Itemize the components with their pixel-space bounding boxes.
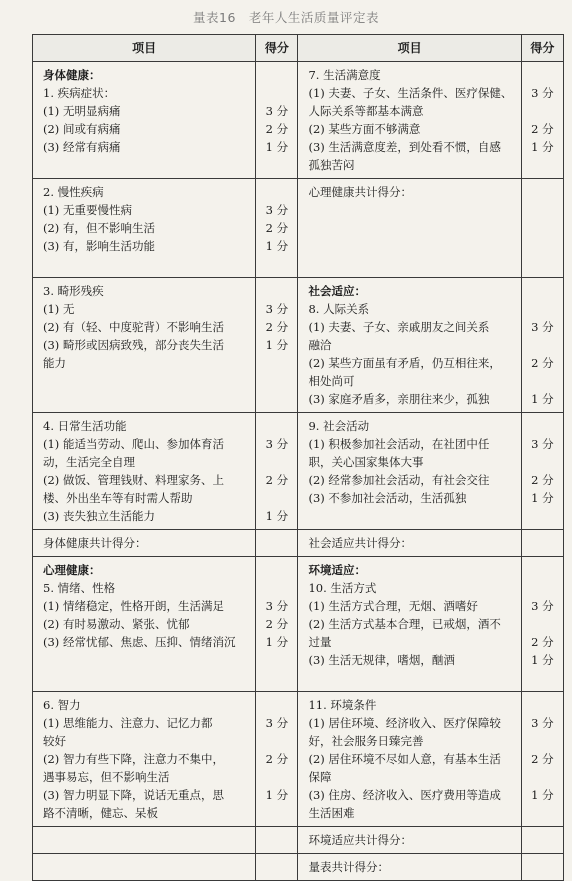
item-line: 心理健康共计得分： bbox=[308, 185, 412, 199]
item-line: 7. 生活满意度 bbox=[308, 68, 381, 82]
table-title: 量表16 老年人生活质量评定表 bbox=[193, 10, 379, 25]
score-cell-right bbox=[521, 62, 563, 179]
score-value: 1 分 bbox=[531, 653, 554, 667]
item-line: (1) 居住环境、经济收入、医疗保障较 bbox=[308, 716, 501, 730]
score-value: 1 分 bbox=[265, 635, 289, 649]
item-line: (3) 家庭矛盾多，亲朋往来少，孤独 bbox=[308, 392, 490, 406]
score-value bbox=[522, 732, 563, 750]
blank-line bbox=[308, 237, 514, 255]
item-line: (1) 生活方式合理，无烟、酒嗜好 bbox=[308, 599, 478, 613]
score-value: 2 分 bbox=[265, 320, 289, 334]
table-row bbox=[33, 413, 564, 530]
item-line: (2) 经常参加社会活动，有社会交往 bbox=[308, 473, 490, 487]
item-line: 路不清晰，健忘、呆板 bbox=[43, 806, 158, 820]
score-value: 2 分 bbox=[265, 473, 289, 487]
score-value: 1 分 bbox=[531, 788, 554, 802]
score-value bbox=[256, 282, 297, 300]
score-value: 3 分 bbox=[531, 599, 554, 613]
item-line: 保障 bbox=[308, 770, 332, 784]
header-score-left: 得分 bbox=[256, 35, 298, 62]
item-line: 身体健康共计得分： bbox=[43, 536, 147, 550]
item-line: 心理健康： bbox=[43, 563, 101, 577]
score-cell-left bbox=[256, 179, 298, 278]
score-value bbox=[522, 417, 563, 435]
score-value: 2 分 bbox=[531, 752, 554, 766]
score-value bbox=[522, 615, 563, 633]
item-line: (1) 夫妻、子女、亲戚朋友之间关系 bbox=[308, 320, 490, 334]
item-line: (2) 有（轻、中度驼背）不影响生活 bbox=[43, 320, 224, 334]
score-value: 3 分 bbox=[265, 302, 289, 316]
score-cell-right bbox=[521, 557, 563, 692]
item-line: 相处尚可 bbox=[308, 374, 355, 388]
header-item-left: 项目 bbox=[33, 35, 256, 62]
blank-line bbox=[43, 372, 249, 390]
item-line: (3) 生活满意度差，到处看不惯，自感 bbox=[308, 140, 501, 154]
score-value: 2 分 bbox=[265, 221, 289, 235]
item-line: 人际关系等都基本满意 bbox=[308, 104, 424, 118]
empty-cell bbox=[33, 854, 256, 881]
score-cell-left bbox=[256, 557, 298, 692]
score-value: 2 分 bbox=[531, 635, 554, 649]
score-cell-left bbox=[256, 530, 298, 557]
score-value: 3 分 bbox=[265, 437, 289, 451]
item-line: 9. 社会活动 bbox=[308, 419, 370, 433]
table-row bbox=[33, 854, 564, 881]
item-line: (1) 无明显病痛 bbox=[43, 104, 121, 118]
item-cell-left bbox=[33, 557, 256, 692]
table-row bbox=[33, 530, 564, 557]
blank-line bbox=[308, 201, 514, 219]
score-value bbox=[522, 66, 563, 84]
blank-line bbox=[43, 156, 249, 174]
table-row bbox=[33, 827, 564, 854]
score-value: 3 分 bbox=[265, 716, 289, 730]
empty-cell bbox=[33, 827, 256, 854]
item-line: (3) 畸形或因病致残，部分丧失生活 bbox=[43, 338, 224, 352]
item-line: (2) 有，但不影响生活 bbox=[43, 221, 155, 235]
item-line: 动，生活完全自理 bbox=[43, 455, 135, 469]
score-value: 1 分 bbox=[531, 140, 554, 154]
score-value: 3 分 bbox=[265, 599, 289, 613]
item-cell-left bbox=[33, 413, 256, 530]
item-line: (2) 有时易激动、紧张、忧郁 bbox=[43, 617, 190, 631]
score-value: 2 分 bbox=[531, 122, 554, 136]
score-value: 3 分 bbox=[531, 716, 554, 730]
score-value bbox=[522, 282, 563, 300]
item-cell-right bbox=[298, 413, 521, 530]
score-cell-right bbox=[521, 530, 563, 557]
score-value bbox=[256, 768, 297, 786]
item-cell-right bbox=[298, 557, 521, 692]
score-value: 1 分 bbox=[265, 140, 289, 154]
header-row bbox=[33, 35, 564, 62]
score-value: 3 分 bbox=[531, 437, 554, 451]
item-line: 1. 疾病症状： bbox=[43, 86, 116, 100]
item-cell-left bbox=[33, 179, 256, 278]
item-line: 8. 人际关系 bbox=[308, 302, 370, 316]
item-line: (2) 间或有病痛 bbox=[43, 122, 121, 136]
table-row bbox=[33, 278, 564, 413]
item-line: 孤独苦闷 bbox=[308, 158, 355, 172]
score-value: 1 分 bbox=[265, 788, 289, 802]
score-value: 2 分 bbox=[531, 473, 554, 487]
score-value bbox=[256, 489, 297, 507]
total-label: 量表共计得分： bbox=[308, 860, 389, 874]
item-line: 社会适应共计得分： bbox=[308, 536, 412, 550]
score-cell-right bbox=[521, 278, 563, 413]
score-value: 3 分 bbox=[265, 104, 289, 118]
item-line: 5. 情绪、性格 bbox=[43, 581, 116, 595]
score-value bbox=[522, 336, 563, 354]
blank-line bbox=[308, 219, 514, 237]
item-line: 11. 环境条件 bbox=[308, 698, 377, 712]
item-cell-right bbox=[298, 179, 521, 278]
empty-cell bbox=[256, 854, 298, 881]
item-cell-left bbox=[33, 278, 256, 413]
score-value: 1 分 bbox=[265, 509, 289, 523]
score-value: 3 分 bbox=[531, 320, 554, 334]
item-line: (3) 住房、经济收入、医疗费用等造成 bbox=[308, 788, 501, 802]
score-value bbox=[256, 417, 297, 435]
item-line: (3) 经常忧郁、焦虑、压抑、情绪消沉 bbox=[43, 635, 236, 649]
score-value bbox=[256, 534, 297, 552]
score-value bbox=[256, 804, 297, 822]
item-cell-right bbox=[298, 278, 521, 413]
score-value bbox=[256, 183, 297, 201]
blank-line bbox=[43, 651, 249, 669]
total-label: 环境适应共计得分： bbox=[308, 833, 412, 847]
score-value: 2 分 bbox=[265, 617, 289, 631]
item-cell-left bbox=[33, 530, 256, 557]
item-line: 社会适应： bbox=[308, 284, 366, 298]
item-line: (2) 某些方面不够满意 bbox=[308, 122, 421, 136]
score-value bbox=[256, 579, 297, 597]
item-line: 10. 生活方式 bbox=[308, 581, 377, 595]
score-cell-left bbox=[256, 62, 298, 179]
score-value bbox=[522, 579, 563, 597]
score-value bbox=[522, 534, 563, 552]
score-value bbox=[522, 768, 563, 786]
item-line: (1) 无重要慢性病 bbox=[43, 203, 132, 217]
score-cell-left bbox=[256, 278, 298, 413]
item-line: 遇事易忘，但不影响生活 bbox=[43, 770, 170, 784]
score-value bbox=[256, 84, 297, 102]
score-cell-right bbox=[521, 413, 563, 530]
item-line: (1) 情绪稳定，性格开朗，生活满足 bbox=[43, 599, 224, 613]
total-score-cell bbox=[521, 854, 563, 881]
item-line: (2) 智力有些下降，注意力不集中， bbox=[43, 752, 224, 766]
item-line: (1) 夫妻、子女、生活条件、医疗保健、 bbox=[308, 86, 513, 100]
blank-line bbox=[308, 507, 514, 525]
item-line: 身体健康： bbox=[43, 68, 101, 82]
item-line: (3) 丧失独立生活能力 bbox=[43, 509, 155, 523]
item-line: 能力 bbox=[43, 356, 66, 370]
item-line: (3) 不参加社会活动，生活孤独 bbox=[308, 491, 467, 505]
item-line: 好，社会服务日臻完善 bbox=[308, 734, 424, 748]
item-line: 环境适应： bbox=[308, 563, 366, 577]
score-value bbox=[522, 804, 563, 822]
item-cell-right bbox=[298, 62, 521, 179]
item-line: (3) 智力明显下降，说话无重点，思 bbox=[43, 788, 224, 802]
score-value bbox=[256, 66, 297, 84]
score-value bbox=[522, 696, 563, 714]
item-line: (1) 能适当劳动、爬山、参加体育活 bbox=[43, 437, 224, 451]
header-item-right: 项目 bbox=[298, 35, 521, 62]
score-value bbox=[522, 300, 563, 318]
score-value: 1 分 bbox=[265, 239, 289, 253]
score-value: 1 分 bbox=[531, 491, 554, 505]
item-line: (3) 生活无规律，嗜烟，酗酒 bbox=[308, 653, 455, 667]
score-value bbox=[522, 102, 563, 120]
item-line: (1) 无 bbox=[43, 302, 75, 316]
item-line: 过量 bbox=[308, 635, 332, 649]
score-value: 1 分 bbox=[531, 392, 554, 406]
blank-line bbox=[308, 669, 514, 687]
table-row bbox=[33, 179, 564, 278]
score-value: 1 分 bbox=[265, 338, 289, 352]
item-line: 3. 畸形残疾 bbox=[43, 284, 104, 298]
score-value bbox=[256, 453, 297, 471]
quality-of-life-table bbox=[32, 34, 564, 881]
item-line: 6. 智力 bbox=[43, 698, 81, 712]
item-line: 较好 bbox=[43, 734, 66, 748]
blank-line bbox=[43, 255, 249, 273]
score-value bbox=[256, 732, 297, 750]
score-value bbox=[256, 354, 297, 372]
item-line: (1) 积极参加社会活动，在社团中任 bbox=[308, 437, 490, 451]
item-line: 2. 慢性疾病 bbox=[43, 185, 104, 199]
score-value: 3 分 bbox=[265, 203, 289, 217]
table-row bbox=[33, 557, 564, 692]
score-value bbox=[256, 696, 297, 714]
score-cell-right bbox=[521, 692, 563, 827]
score-value: 2 分 bbox=[265, 752, 289, 766]
score-cell-right bbox=[521, 179, 563, 278]
item-line: (3) 有，影响生活功能 bbox=[43, 239, 155, 253]
item-line: (2) 做饭、管理钱财、料理家务、上 bbox=[43, 473, 224, 487]
score-value bbox=[522, 156, 563, 174]
score-value bbox=[522, 372, 563, 390]
item-line: 融洽 bbox=[308, 338, 332, 352]
item-line: (2) 某些方面虽有矛盾，仍互相往来， bbox=[308, 356, 501, 370]
item-cell-right bbox=[298, 692, 521, 827]
item-line: 生活困难 bbox=[308, 806, 355, 820]
header-score-right: 得分 bbox=[521, 35, 563, 62]
item-cell-left bbox=[33, 62, 256, 179]
score-cell-left bbox=[256, 692, 298, 827]
table-row bbox=[33, 62, 564, 179]
score-value bbox=[522, 453, 563, 471]
score-value bbox=[256, 561, 297, 579]
item-line: 4. 日常生活功能 bbox=[43, 419, 127, 433]
item-line: (3) 经常有病痛 bbox=[43, 140, 121, 154]
score-cell-left bbox=[256, 413, 298, 530]
item-line: 职，关心国家集体大事 bbox=[308, 455, 424, 469]
environment-total-cell bbox=[298, 827, 521, 854]
score-value bbox=[522, 561, 563, 579]
item-cell-left bbox=[33, 692, 256, 827]
item-cell-right bbox=[298, 530, 521, 557]
scale-total-cell bbox=[298, 854, 521, 881]
score-value: 3 分 bbox=[531, 86, 554, 100]
total-score-cell bbox=[521, 827, 563, 854]
score-value: 2 分 bbox=[265, 122, 289, 136]
score-value: 2 分 bbox=[531, 356, 554, 370]
item-line: 楼、外出坐车等有时需人帮助 bbox=[43, 491, 193, 505]
item-line: (2) 居住环境不尽如人意，有基本生活 bbox=[308, 752, 501, 766]
item-line: (1) 思维能力、注意力、记忆力都 bbox=[43, 716, 213, 730]
table-row bbox=[33, 692, 564, 827]
score-value bbox=[522, 183, 563, 201]
item-line: (2) 生活方式基本合理，已戒烟，酒不 bbox=[308, 617, 501, 631]
empty-cell bbox=[256, 827, 298, 854]
